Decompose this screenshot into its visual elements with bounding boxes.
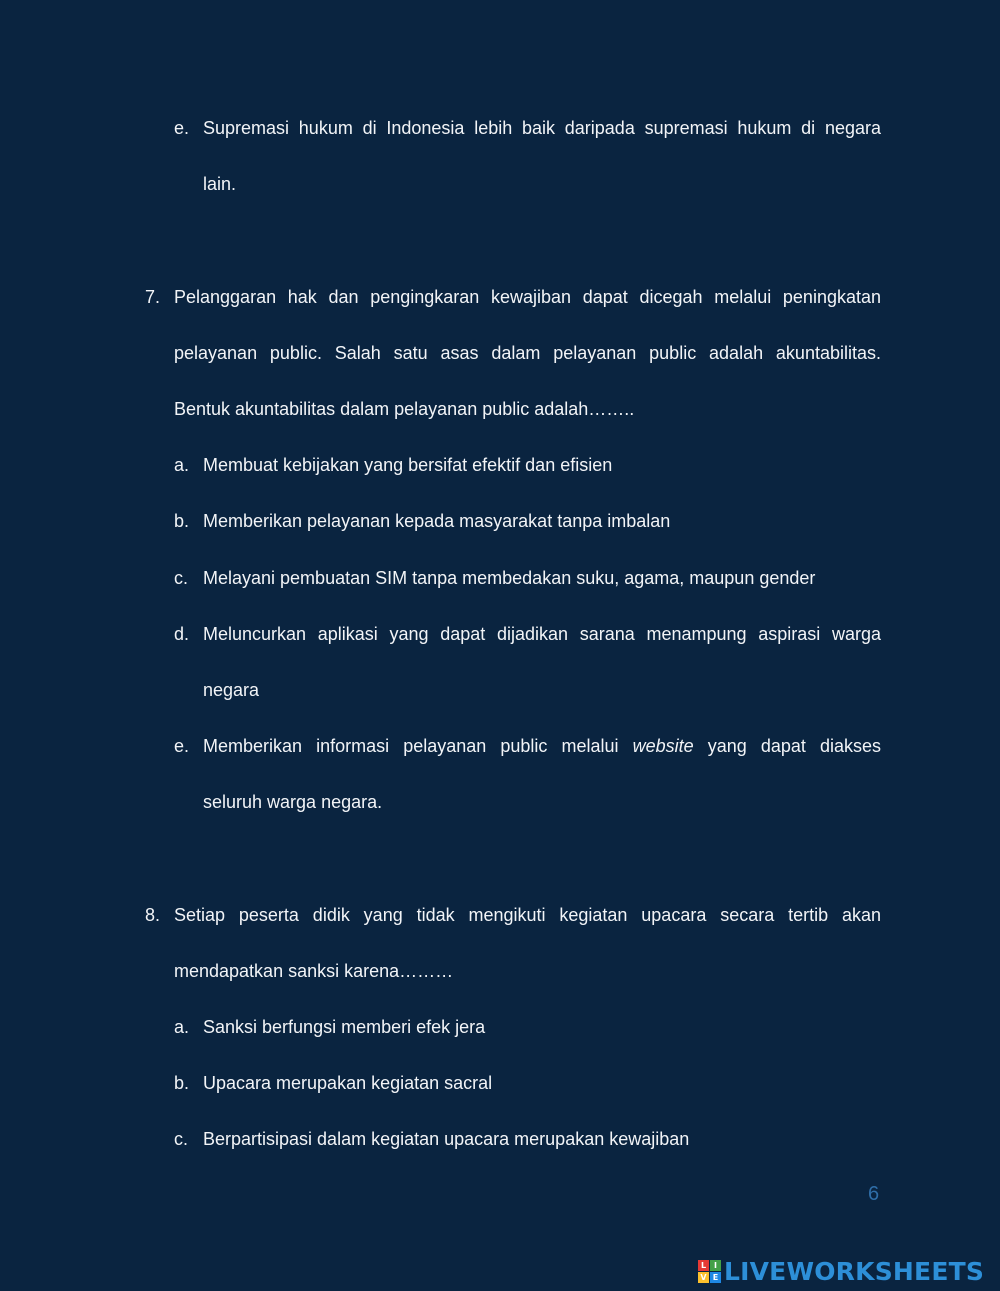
q7-option-e-text-line2: seluruh warga negara. (203, 792, 383, 812)
q8-number: 8. (145, 905, 161, 925)
q8-option-c-marker: c. (174, 1129, 189, 1149)
brand-watermark (698, 1257, 984, 1286)
q8-option-c-text: Berpartisipasi dalam kegiatan upacara merupakan kewajiban (203, 1129, 690, 1149)
page-number: 6 (868, 1183, 880, 1205)
q8-option-b-text: Upacara merupakan kegiatan sacral (203, 1073, 493, 1093)
brand-name: LIVEWORKSHEETS (724, 1257, 985, 1286)
q7-option-d-text-line1: Meluncurkan aplikasi yang dapat dijadikan sarana menampung aspirasi warga (203, 624, 881, 644)
q7-option-b-text: Memberikan pelayanan kepada masyarakat tanpa imbalan (203, 511, 671, 531)
q8-option-b-marker: b. (174, 1073, 190, 1093)
q6-option-e-text-line1: Supremasi hukum di Indonesia lebih baik daripada supremasi hukum di negara (203, 118, 881, 138)
q7-option-e-marker: e. (174, 736, 190, 756)
q8-text-line1: Setiap peserta didik yang tidak mengikuti kegiatan upacara secara tertib akan (174, 905, 881, 925)
q8-text-line2: mendapatkan sanksi karena……… (174, 961, 454, 981)
q7-option-d-text-line2: negara (203, 680, 260, 700)
q6-option-e-marker: e. (174, 118, 190, 138)
q7-option-c-text: Melayani pembuatan SIM tanpa membedakan suku, agama, maupun gender (203, 568, 816, 588)
q7-number: 7. (145, 287, 161, 307)
q7-text-line3: Bentuk akuntabilitas dalam pelayanan public adalah…….. (174, 399, 635, 419)
q6-option-e-text-line2: lain. (203, 174, 237, 194)
brand-logo-icon (698, 1260, 721, 1283)
q8-option-a-text: Sanksi berfungsi memberi efek jera (203, 1017, 486, 1037)
q7-option-e-text-emphasis: website (632, 736, 694, 756)
q7-option-b-marker: b. (174, 511, 190, 531)
brand-logo-letter: V (698, 1272, 709, 1283)
q7-text-line2: pelayanan public. Salah satu asas dalam pelayanan public adalah akuntabilitas. (174, 343, 881, 363)
q7-option-a-text: Membuat kebijakan yang bersifat efektif dan efisien (203, 455, 613, 475)
q7-text-line1: Pelanggaran hak dan pengingkaran kewajiban dapat dicegah melalui peningkatan (174, 287, 881, 307)
q8-option-a-marker: a. (174, 1017, 190, 1037)
brand-logo-letter: I (710, 1260, 721, 1271)
q7-option-c-marker: c. (174, 568, 189, 588)
q7-option-a-marker: a. (174, 455, 190, 475)
q7-option-e-text-line1 (203, 735, 881, 757)
q7-option-d-marker: d. (174, 624, 190, 644)
q7-option-e-text-post: yang dapat diakses (707, 736, 882, 756)
q7-option-e-text-pre: Memberikan informasi pelayanan public melalui (203, 736, 619, 756)
brand-logo-letter: E (710, 1272, 721, 1283)
brand-logo-letter: L (698, 1260, 709, 1271)
